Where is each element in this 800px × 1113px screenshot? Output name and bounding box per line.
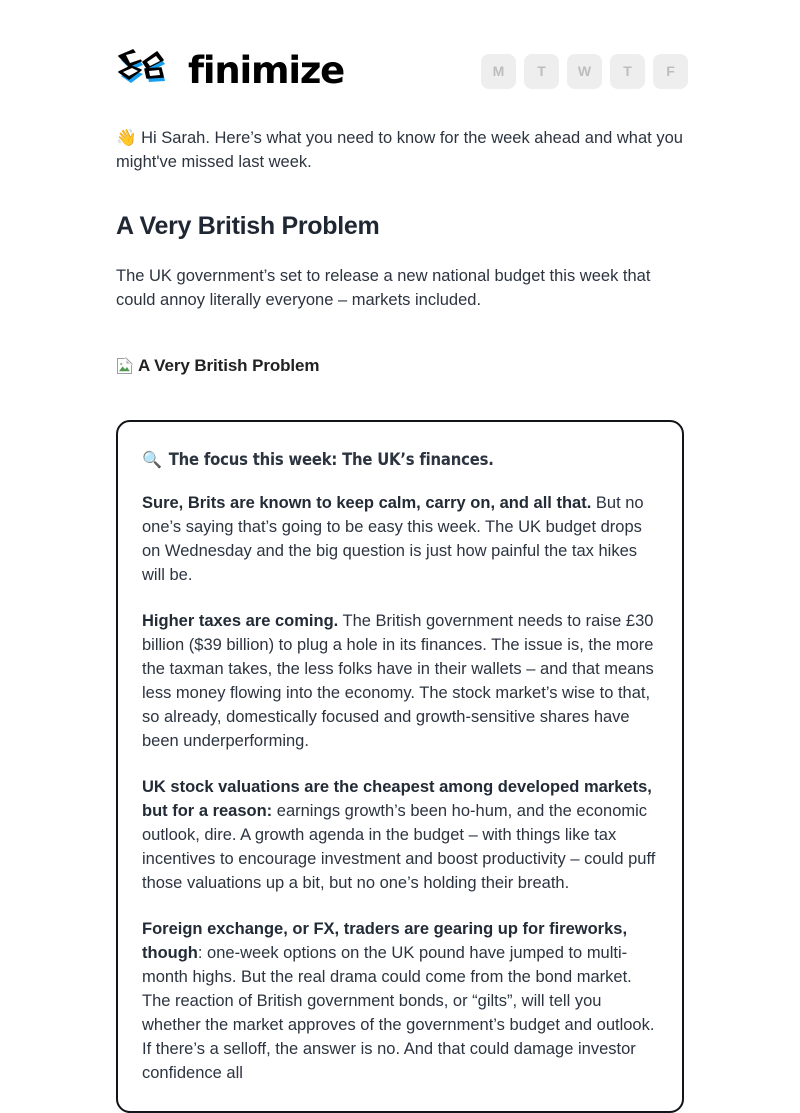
card-paragraph-lead: Sure, Brits are known to keep calm, carry on, and all that. bbox=[142, 494, 592, 512]
greeting-line bbox=[116, 126, 684, 174]
waving-hand-icon: 👋 bbox=[116, 128, 137, 147]
card-paragraph-lead: Foreign exchange, or FX, traders are gearing up for fireworks, though bbox=[142, 920, 628, 962]
brand-wordmark: finimize bbox=[188, 48, 345, 92]
article-intro: The UK government’s set to release a new national budget this week that could annoy literally everyone – markets included. bbox=[116, 267, 651, 309]
card-paragraph-lead: Higher taxes are coming. bbox=[142, 612, 339, 630]
greeting-text: Hi Sarah. Here’s what you need to know for the week ahead and what you might've missed last week. bbox=[116, 129, 683, 171]
card-paragraph-body: : one-week options on the UK pound have jumped to multi-month highs. But the real drama could come from the bond market. The reaction of British government bonds, or “gilts”, will tell you whether the market approves of the government’s budget and outlook. If there’s a selloff, the answer is no. And that could damage investor confidence all bbox=[142, 944, 655, 1082]
page-header bbox=[0, 0, 800, 90]
focus-card bbox=[116, 420, 684, 1113]
brand-logo[interactable] bbox=[116, 48, 344, 90]
weekday-selector bbox=[481, 54, 688, 89]
day-button-monday[interactable]: M bbox=[481, 54, 516, 89]
card-paragraph-body: The British government needs to raise £30 billion ($39 billion) to plug a hole in its finances. The issue is, the more the taxman takes, the less folks have in their wallets – and that means less money flowing into the economy. The stock market’s wise to that, so already, domestically focused and growth-sensitive shares have been underperforming. bbox=[142, 612, 654, 750]
card-paragraph-body: earnings growth’s been ho-hum, and the economic outlook, dire. A growth agenda in the budget – with things like tax incentives to encourage investment and boost productivity – could puff those valuations up a bit, but no one’s holding their breath. bbox=[142, 802, 656, 892]
finimize-pinwheel-logo-icon bbox=[116, 48, 174, 90]
card-paragraph bbox=[142, 609, 658, 753]
day-button-tuesday[interactable]: T bbox=[524, 54, 559, 89]
day-button-friday[interactable]: F bbox=[653, 54, 688, 89]
hero-image-alt-text: A Very British Problem bbox=[138, 356, 320, 375]
focus-card-title-text: The focus this week: The UK’s finances. bbox=[168, 450, 494, 469]
card-paragraph bbox=[142, 775, 658, 895]
focus-card-title bbox=[142, 450, 658, 469]
card-paragraph-lead: UK stock valuations are the cheapest among developed markets, but for a reason: bbox=[142, 778, 652, 820]
day-button-thursday[interactable]: T bbox=[610, 54, 645, 89]
magnifying-glass-icon: 🔍 bbox=[142, 450, 162, 469]
day-button-wednesday[interactable]: W bbox=[567, 54, 602, 89]
page-title: A Very British Problem bbox=[116, 212, 380, 240]
card-paragraph-body: But no one’s saying that’s going to be easy this week. The UK budget drops on Wednesday and the big question is just how painful the tax hikes will be. bbox=[142, 494, 644, 584]
broken-image-icon bbox=[116, 356, 136, 376]
newsletter-body bbox=[0, 126, 800, 1113]
hero-image-placeholder bbox=[116, 356, 684, 376]
card-paragraph bbox=[142, 491, 658, 587]
card-paragraph bbox=[142, 917, 658, 1085]
